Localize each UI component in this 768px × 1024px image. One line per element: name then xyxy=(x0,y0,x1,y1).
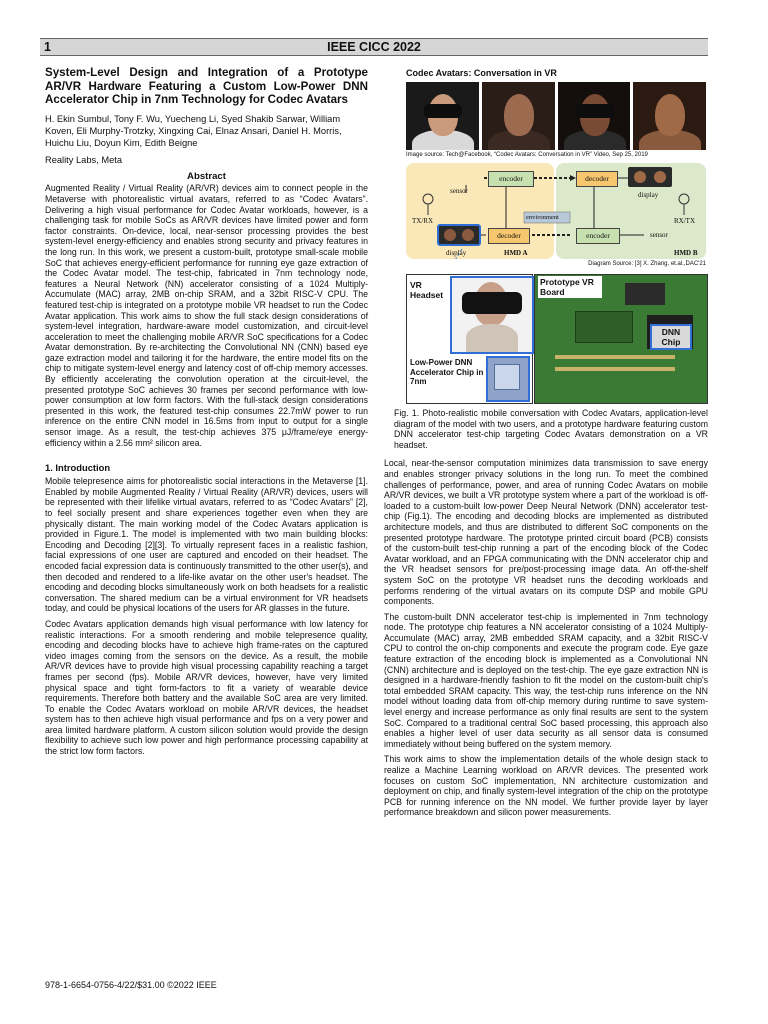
vr-headset-label: VR Headset xyxy=(410,280,444,300)
right-column xyxy=(384,66,708,818)
codec-avatar-diagram xyxy=(406,163,706,259)
prototype-hardware-figure xyxy=(406,274,706,402)
decoder-block-top: decoder xyxy=(576,171,618,187)
copyright-footer: 978-1-6654-0756-4/22/$31.00 ©2022 IEEE xyxy=(45,980,217,990)
accelerator-chip-label: Low-Power DNN Accelerator Chip in 7nm xyxy=(410,358,484,386)
abstract-heading: Abstract xyxy=(187,171,226,183)
avatar-photo-3 xyxy=(558,82,631,150)
image-source-note: Image source: Tech@Facebook, “Codec Avatars: Conversation in VR” Video, Sep 25, 2019 xyxy=(406,152,648,158)
paper-title: System-Level Design and Integration of a Prototype AR/VR Hardware Featuring a Custom Low-Power DNN Accelerator Chip in 7nm Technology for Codec Avatars xyxy=(45,66,368,106)
codec-avatar-photo-strip xyxy=(406,82,706,150)
encoder-block-bottom: encoder xyxy=(576,228,620,244)
vr-headset-photo xyxy=(450,276,534,354)
affiliation: Reality Labs, Meta xyxy=(45,155,122,166)
txrx-a-label: TX/RX xyxy=(412,217,433,225)
environment-label: environment xyxy=(526,214,559,221)
diagram-source-note: Diagram Source: [3] X. Zhang, et.al.,DAC'21 xyxy=(588,261,706,267)
encoder-block-top: encoder xyxy=(488,171,534,187)
right-paragraph-2: The custom-built DNN accelerator test-chip is implemented in 7nm technology node. The prototype chip features a NN accelerator consisting of a 1024 Multiply-Accumulate (MAC) array, 2MB embedded SRAM capacity, and a 32bit RISC-V CPU to control the on-chip components and execute the program code. Eye gaze feature extraction of the encoding block is implemented as a Convolutional NN (CNN) architecture and is deployed on the test-chip. The eye gaze extraction NN is designed in a hardware-friendly fashion to fit the model on the custom-built chip's total embedded SRAM capacity. This way, the test-chip runs inference on the NN model without loading data from off-chip memory during runtime to save system-level energy and increase performance as only final results are sent to the system SoC. Compared to a traditional central SoC based processing, this approach also enables a higher level of user data security as all sensor data is consumed immediately without being buffered on the system memory. xyxy=(384,611,708,749)
abstract-text: Augmented Reality / Virtual Reality (AR/VR) devices aim to connect people in the Metaverse with photorealistic virtual avatars, referred to as “Codec Avatars”. Delivering a high visual performance for Codec Avatar workloads, however, is a challenging task for mobile SoCs as AR/VR devices have limited power and form factor constraints. On-device, local, near-sensor processing provides the best system-level energy-efficiency and enables strong security and privacy features in the long run. In this work, we present a custom-built, prototype small-scale mobile SoC that achieves energy-efficient performance for running eye gaze extraction of the Codec Avatar model. The test-chip, fabricated in 7nm technology node, features a Neural Network (NN) accelerator consisting of a 1024 Multiply-Accumulate (MAC) array, 2MB on-chip SRAM, and a 32bit RISC-V CPU. The featured test-chip is integrated on a prototype mobile VR headset to run the Codec Avatar application. This work aims to show the full stack design considerations of system-level integration, hardware-aware model customization, and circuit-level acceleration to meet the challenging mobile AR/VR SoC specifications for a Codec Avatar demonstration. By re-architecting the Convolutional NN (CNN) based eye gaze extraction model and tailoring it for the hardware, the entire model fits on the chip to mitigate system-level energy and latency cost of off-chip memory accesses. By efficiently accelerating the convolution operation at the circuit-level, the presented prototype SoC achieves 30 frames per second performance with low-power consumption at low form factors. With the full-stack design considerations presented in this work, the featured test-chip consumes 22.7mW power to run inference on the entire CNN model in 16.5ms from input to output for a single sensor image. As a result, the test-chip achieves 375 μJ/frame/eye energy-efficiency within a 2.56 mm² silicon area. xyxy=(45,183,368,448)
decoder-block-bottom: decoder xyxy=(488,228,530,244)
avatar-photo-1 xyxy=(406,82,479,150)
sensor-a-label: sensor xyxy=(450,187,468,195)
sensor-b-label: sensor xyxy=(650,231,668,239)
diagram-connectors xyxy=(406,163,706,259)
prototype-board-label: Prototype VR Board xyxy=(538,276,602,298)
introduction-heading: 1. Introduction xyxy=(45,462,111,474)
introduction-paragraph-1: Mobile telepresence aims for photorealistic social interactions in the Metaverse [1]. Enabled by mobile Augmented Reality / Virtual Reality (AR/VR) devices, users will be represented with their lifelike virtual avatars, referred to as “Codec Avatars” [2], to feel socially present and share experiences together even when they are physically distant. The main working model of the Codec Avatars application is provided in Figure.1. The model is implemented with two main building blocks: Encoding and Decoding [2][3]. To virtually represent faces in a realistic fashion, facial expressions of one user are captured and encoded on their headset. The encoded facial expression data is continuously transmitted to the other user(s), and then decoded and rendered to a life-like avatar on the other user's headset. The encoding and decoding blocks simultaneously work on both headsets for a realistic conversation. The shared medium can be a virtual environment for VR headsets today, and could be physical locations of the users for AR glasses in the future. xyxy=(45,476,368,614)
dnn-chip-label: DNN Chip xyxy=(650,324,692,350)
rxtx-b-label: RX/TX xyxy=(674,217,695,225)
page-header-bar xyxy=(40,38,708,56)
hmd-a-label: HMD A xyxy=(504,249,528,257)
hmd-b-label: HMD B xyxy=(674,249,698,257)
introduction-paragraph-2: Codec Avatars application demands high visual performance with low latency for realistic interactions. For a smooth rendering and mobile telepresence quality, encoding and decoding blocks have to achieve high frame-rates on the captured video images coming from the sensors on the device. As a result, the mobile AR/VR devices have to provide high visual processing capability reaching a target frames per second (fps). Mobile AR/VR devices, however, have very limited physical space and tight form-factors to fit a variety of wearable device requirements. Therefore both battery and the available SoC area are very limited. To enable the Codec Avatars workload on mobile AR/VR devices, the headset system has to then achieve high visual performance and fps on a very power and area limited hardware platform. A custom silicon solution would provide the design flexibility to achieve such low power and high performance processing capability at the strict low form factors. xyxy=(45,618,368,757)
conference-name: IEEE CICC 2022 xyxy=(327,40,421,54)
avatar-photo-2 xyxy=(482,82,555,150)
display-b-label: display xyxy=(638,191,659,199)
page-number: 1 xyxy=(44,40,51,54)
figure-caption: Fig. 1. Photo-realistic mobile conversation with Codec Avatars, application-level diagram of the model with two users, and a prototype hardware featuring custom DNN accelerator test-chip targeting Codec Avatars demonstration on a VR headset. xyxy=(394,408,708,450)
left-column xyxy=(45,66,368,757)
figure-photo-title: Codec Avatars: Conversation in VR xyxy=(406,68,557,78)
avatar-photo-4 xyxy=(633,82,706,150)
display-a-label: display xyxy=(446,249,467,257)
right-paragraph-3: This work aims to show the implementation details of the whole design stack to realize a Machine Learning workload on AR/VR devices. The presented work focuses on custom SoC implementation, NN architecture customization and deployment on chip, and finally system-level integration of the chip on the prototype PCB for running inference on the NN model. We further provide layer by layer performance breakdown and silicon power measurements. xyxy=(384,754,708,818)
accelerator-die-photo xyxy=(486,356,530,402)
right-paragraph-1: Local, near-the-sensor computation minimizes data transmission to save energy and enables stronger privacy solutions in the long run. To meet the combined challenges of performance, power, and area of running Codec Avatars on mobile AR/VR devices, we built a VR prototype system where a part of the workload is off-loaded to a custom-built low-power Deep Neural Network (DNN) accelerator test-chip (Fig.1). The encoding and decoding blocks are implemented as distributed architecture models, and thus are distributed to different SoC components on the presented prototype hardware. The prototype printed circuit board (PCB) consists of the custom-built test-chip running a part of the encoding block of the Codec Avatar workload, and an FPGA communicating with the DNN accelerator chip and the VR headset sensors for pre/post-processing image data. An off-the-shelf system SoC on the prototype VR headset runs the decoding workloads and performs rendering of the virtual avatars on its compute DSP and mobile GPU components. xyxy=(384,458,708,607)
author-list: H. Ekin Sumbul, Tony F. Wu, Yuecheng Li, Syed Shakib Sarwar, William Koven, Eli Murphy-Trotzky, Xingxing Cai, Elnaz Ansari, Daniel H. Morris, Huichu Liu, Doyun Kim, Edith Beigne xyxy=(45,113,342,149)
